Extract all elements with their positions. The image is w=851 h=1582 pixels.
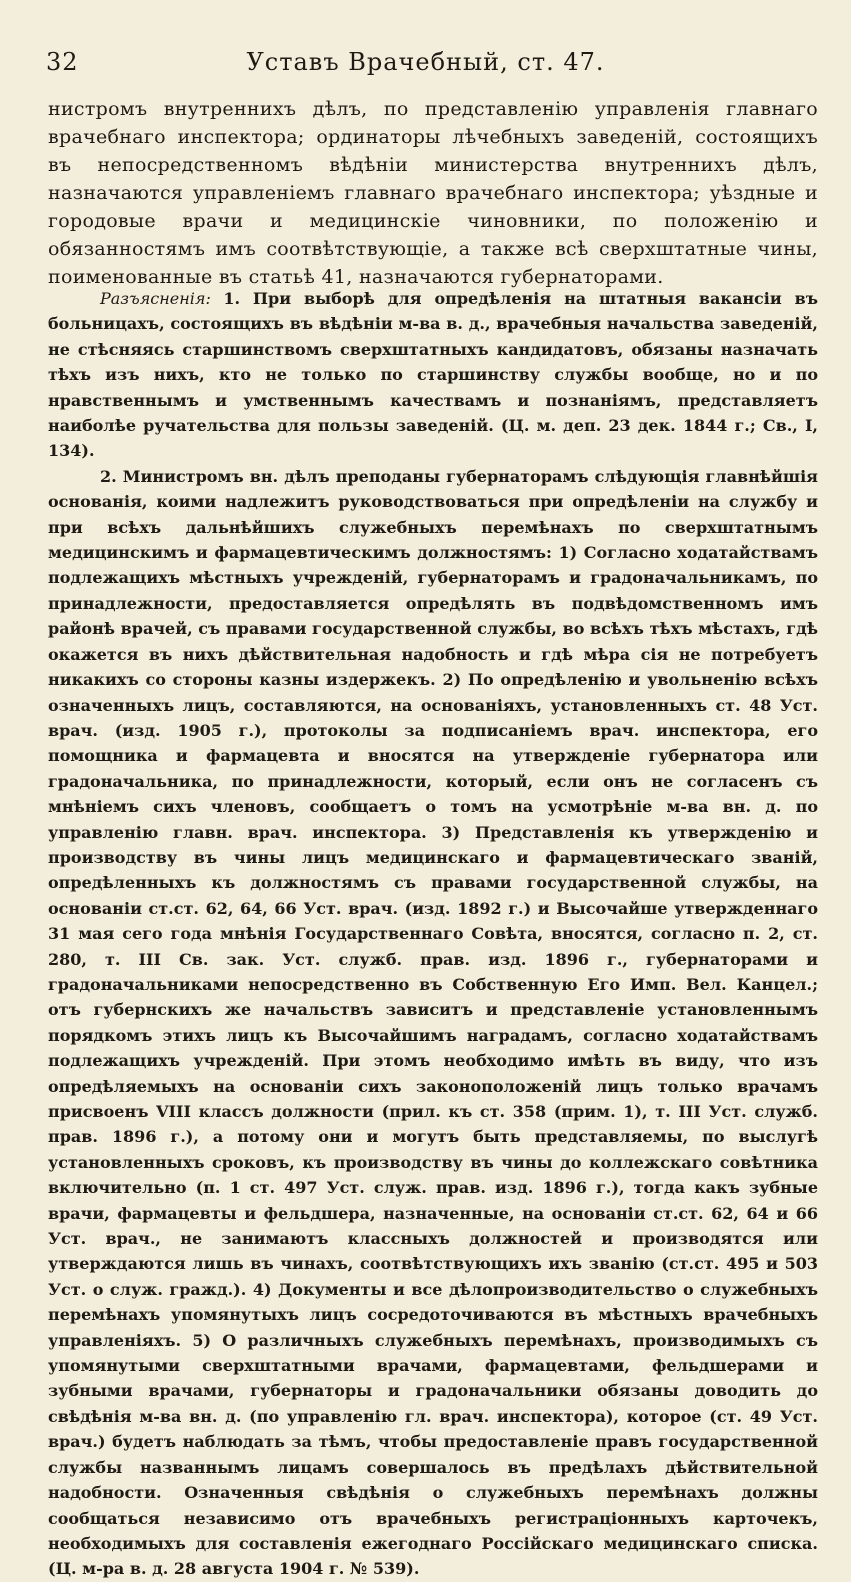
clarification-text-1: 1. При выборѣ для опредѣленія на штатныя вакансіи въ больницахъ, состоящихъ въ вѣдѣніи м-ва в. д., врачебныя начальства заведеній, не стѣсняясь старшинствомъ сверхштатныхъ кандидатовъ, обязаны назначать тѣхъ изъ нихъ, кто не только по старшинству службы вообще, но и по нравственнымъ и умственнымъ качествамъ и познаніямъ, представляетъ наиболѣе ручательства для пользы заведеній. (Ц. м. деп. 23 дек. 1844 г.; Св., І, 134).	[48, 289, 818, 461]
article-text	[48, 95, 818, 291]
running-title: Уставъ Врачебный, ст. 47.	[246, 48, 605, 76]
clarification-text-2: 2. Министромъ вн. дѣлъ преподаны губернаторамъ слѣдующія главнѣйшія основанія, коими надлежитъ руководствоваться при опредѣленіи на службу и при всѣхъ дальнѣйшихъ служебныхъ перемѣнахъ по сверхштатнымъ медицинскимъ и фармацевтическимъ должностямъ: 1) Согласно ходатайствамъ подлежащихъ мѣстныхъ учрежденій, губернаторамъ и градоначальникамъ, по принадлежности, предоставляется опредѣлять въ подвѣдомственномъ имъ районѣ врачей, съ правами государственной службы, во всѣхъ тѣхъ мѣстахъ, гдѣ окажется въ нихъ дѣйствительная надобность и гдѣ мѣра сія не потребуетъ никакихъ со стороны казны издержекъ. 2) По опредѣленію и увольненію всѣхъ означенныхъ лицъ, составляются, на основаніяхъ, установленныхъ ст. 48 Уст. врач. (изд. 1905 г.), протоколы за подписаніемъ врач. инспектора, его помощника и фармацевта и вносятся на утвержденіе губернатора или градоначальника, по принадлежности, который, если онъ не согласенъ съ мнѣніемъ сихъ членовъ, сообщаетъ о томъ на усмотрѣніе м-ва вн. д. по управленію главн. врач. инспектора. 3) Представленія къ утвержденію и производству въ чины лицъ медицинскаго и фармацевтическаго званій, опредѣленныхъ къ должностямъ съ правами государственной службы, на основаніи ст.ст. 62, 64, 66 Уст. врач. (изд. 1892 г.) и Высочайше утвержденнаго 31 мая сего года мнѣнія Государственнаго Совѣта, вносятся, согласно п. 2, ст. 280, т. III Св. зак. Уст. служб. прав. изд. 1896 г., губернаторами и градоначальниками непосредственно въ Собственную Его Имп. Вел. Канцел.; отъ губернскихъ же начальствъ зависитъ и представленіе установленнымъ порядкомъ этихъ лицъ къ Высочайшимъ наградамъ, согласно ходатайствамъ подлежащихъ учрежденій. При этомъ необходимо имѣть въ виду, что изъ опредѣляемыхъ на основаніи сихъ законоположеній лицъ только врачамъ присвоенъ VIII классъ должности (прил. къ ст. 358 (прим. 1), т. III Уст. служб. прав. 1896 г.), а потому они и могутъ быть представляемы, по выслугѣ установленныхъ сроковъ, къ производству въ чины до коллежскаго совѣтника включительно (п. 1 ст. 497 Уст. служ. прав. изд. 1896 г.), тогда какъ зубные врачи, фармацевты и фельдшера, назначенные, на основаніи ст.ст. 62, 64 и 66 Уст. врач., не занимаютъ классныхъ должностей и производятся или утверждаются лишь въ чинахъ, соотвѣтствующихъ ихъ званію (ст.ст. 495 и 503 Уст. о служ. гражд.). 4) Документы и все дѣлопроизводительство о служебныхъ перемѣнахъ упомянутыхъ лицъ сосредоточиваются въ мѣстныхъ врачебныхъ управленіяхъ. 5) О различныхъ служебныхъ перемѣнахъ, производимыхъ съ упомянутыми сверхштатными врачами, фармацевтами, фельдшерами и зубными врачами, губернаторы и градоначальники обязаны доводить до свѣдѣнія м-ва вн. д. (по управленію гл. врач. инспектора), которое (ст. 49 Уст. врач.) будетъ наблюдать за тѣмъ, чтобы предоставленіе правъ государственной службы названнымъ лицамъ совершалось въ предѣлахъ дѣйствительной надобности. Означенныя свѣдѣнія о служебныхъ перемѣнахъ должны сообщаться независимо отъ врачебныхъ регистраціонныхъ карточекъ, необходимыхъ для составленія ежегоднаго Россійскаго медицинскаго списка. (Ц. м-ра в. д. 28 августа 1904 г. № 539).	[48, 466, 818, 1579]
clarifications-section	[48, 286, 818, 1582]
clarification-item-2	[48, 464, 818, 1582]
page-number: 32	[46, 48, 79, 76]
page-header	[46, 44, 805, 80]
article-paragraph: нистромъ внутреннихъ дѣлъ, по представленію управленія главнаго врачебнаго инспектора; ординаторы лѣчебныхъ заведеній, состоящихъ въ непосредственномъ вѣдѣніи министерства внутреннихъ дѣлъ, назначаются управленіемъ главнаго врачебнаго инспектора; уѣздные и городовые врачи и медицинскіе чиновники, по положенію и обязанностямъ имъ соотвѣтствующіе, а также всѣ сверхштатные чины, поименованные въ статьѣ 41, назначаются губернаторами.	[48, 98, 818, 288]
clarification-item-1	[48, 286, 818, 464]
clarifications-label: Разъясненія:	[100, 289, 211, 308]
